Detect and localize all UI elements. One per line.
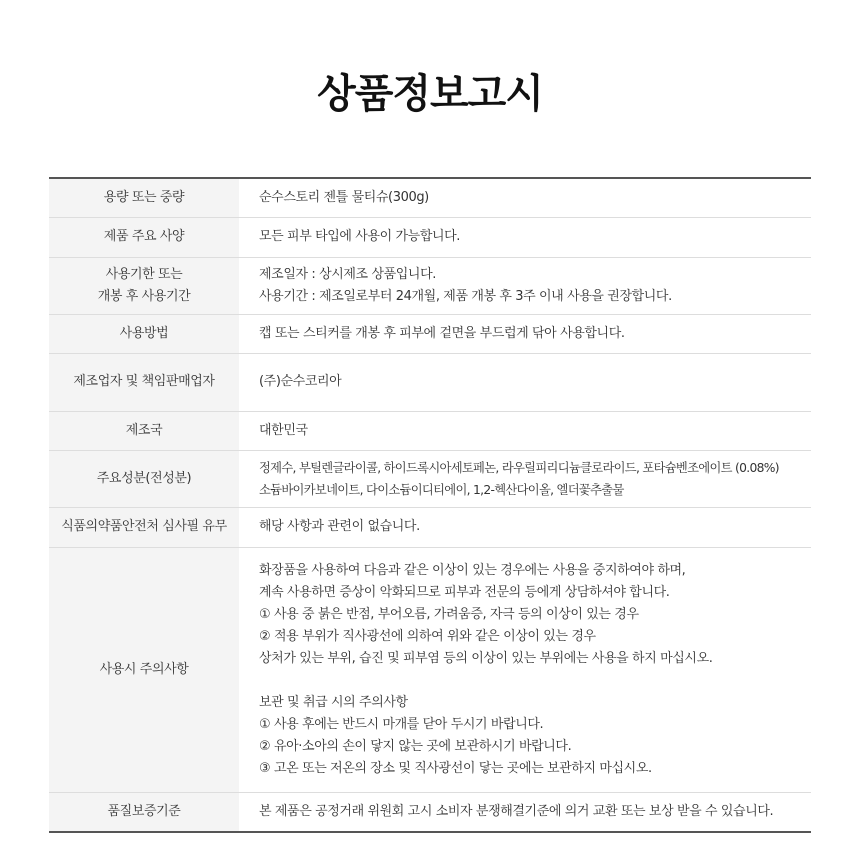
table-row xyxy=(49,547,811,792)
row-value: 해당 사항과 관련이 없습니다. xyxy=(239,507,811,547)
row-value: 제조일자 : 상시제조 상품입니다. 사용기간 : 제조일로부터 24개월, 제품 개봉 후 3주 이내 사용을 권장합니다. xyxy=(239,257,811,314)
spacer xyxy=(259,670,811,692)
table-row xyxy=(49,314,811,353)
row-value: 본 제품은 공정거래 위원회 고시 소비자 분쟁해결기준에 의거 교환 또는 보상 받을 수 있습니다. xyxy=(259,803,774,819)
row-label: 사용시 주의사항 xyxy=(49,547,239,792)
row-label: 품질보증기준 xyxy=(49,792,239,832)
table-row xyxy=(49,792,811,832)
row-value: 순수스토리 젠틀 물티슈(300g) xyxy=(239,178,811,217)
row-label: 주요성분(전성분) xyxy=(49,450,239,507)
table-row xyxy=(49,178,811,217)
table-row xyxy=(49,257,811,314)
row-label: 제조국 xyxy=(49,411,239,450)
row-value: 정제수, 부틸렌글라이콜, 하이드록시아세토페논, 라우릴피리디늄클로라이드, 포타슘벤조에이트 (0.08%) 소듐바이카보네이트, 다이소듐이디티에이, 1,2-헥산다이올, 엘더꽃추출물 xyxy=(239,450,811,507)
row-value: 화장품을 사용하여 다음과 같은 이상이 있는 경우에는 사용을 중지하여야 하며, 계속 사용하면 증상이 악화되므로 피부과 전문의 등에게 상담하셔야 합니다. ① 사용 중 붉은 반점, 부어오름, 가려움증, 자극 등의 이상이 있는 경우 ② 적용 부위가 직사광선에 의하여 위와 같은 이상이 있는 경우 상처가 있는 부위, 습진 및 피부염 등의 이상이 있는 부위에는 사용을 하지 마십시오. 보관 및 취급 시의 주의사항 ① 사용 후에는 반드시 마개를 닫아 두시기 바랍니다. ② 유아·소아의 손이 닿지 않는 곳에 보관하시기 바랍니다. ③ 고온 또는 저온의 장소 및 직사광선이 닿는 곳에는 보관하지 마십시오. xyxy=(239,547,811,792)
product-info-table xyxy=(49,177,811,833)
row-value: 대한민국 xyxy=(239,411,811,450)
page-title: 상품정보고시 xyxy=(317,71,543,117)
row-label: 용량 또는 중량 xyxy=(49,178,239,217)
row-label: 제조업자 및 책임판매업자 xyxy=(49,353,239,411)
row-label: 사용방법 xyxy=(49,314,239,353)
row-label: 사용기한 또는 개봉 후 사용기간 xyxy=(49,257,239,314)
table-row xyxy=(49,450,811,507)
row-value: 캡 또는 스티커를 개봉 후 피부에 겉면을 부드럽게 닦아 사용합니다. xyxy=(239,314,811,353)
row-label: 식품의약품안전처 심사필 유무 xyxy=(49,507,239,547)
table-row xyxy=(49,217,811,257)
table-row xyxy=(49,411,811,450)
row-label: 제품 주요 사양 xyxy=(49,217,239,257)
row-value: (주)순수코리아 xyxy=(239,353,811,411)
row-value: 모든 피부 타입에 사용이 가능합니다. xyxy=(239,217,811,257)
table-row xyxy=(49,353,811,411)
table-row xyxy=(49,507,811,547)
